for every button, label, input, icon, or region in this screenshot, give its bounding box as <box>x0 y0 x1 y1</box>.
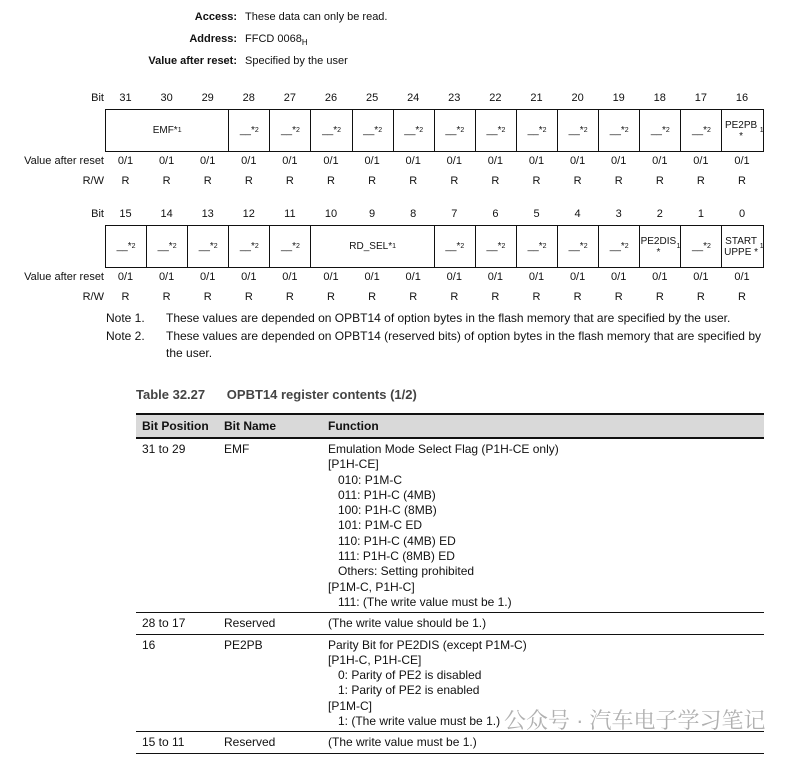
reset-value: 0/1 <box>487 155 504 167</box>
register-field <box>270 226 311 267</box>
field-note-ref: 2 <box>624 127 629 134</box>
bit-number: 12 <box>242 208 255 220</box>
meta-value: Specified by the user <box>245 55 348 67</box>
field-note-ref: 2 <box>295 243 300 250</box>
rw-value: R <box>285 291 294 303</box>
register-field <box>599 226 640 267</box>
rw-value: R <box>162 291 171 303</box>
bit-number: 30 <box>160 92 173 104</box>
cell-bit-name: PE2PB <box>218 634 322 732</box>
field-note-ref: 2 <box>542 127 547 134</box>
bit-number: 8 <box>410 208 417 220</box>
function-line: [P1M-C] <box>328 698 373 713</box>
field-note-ref: 1 <box>392 243 396 250</box>
field-note-ref: 2 <box>254 127 259 134</box>
rw-value: R <box>368 175 377 187</box>
reset-value: 0/1 <box>405 155 421 167</box>
function-line: 111: P1H-C (8MB) ED <box>328 549 455 564</box>
table-header-row <box>136 414 764 438</box>
function-line: 100: P1H-C (8MB) <box>328 503 437 518</box>
function-line: Others: Setting prohibited <box>328 564 475 579</box>
bit-number: 15 <box>119 208 132 220</box>
rw-value: R <box>409 291 418 303</box>
field-note-ref: 2 <box>172 243 177 250</box>
reset-value: 0/1 <box>652 155 668 167</box>
meta-label: Value after reset: <box>148 55 237 67</box>
field-note-ref: 2 <box>583 127 588 134</box>
bit-number: 11 <box>284 208 296 220</box>
field-name: __* <box>527 125 543 136</box>
rw-value: R <box>614 291 623 303</box>
reset-row-label: Value after reset <box>24 155 104 167</box>
rw-value: R <box>738 175 746 187</box>
register-meta <box>0 11 797 71</box>
bit-number: 28 <box>242 92 255 104</box>
cell-bit-position: 15 to 11 <box>136 732 218 753</box>
register-field <box>188 226 229 267</box>
rw-value: R <box>450 175 459 187</box>
cell-function <box>322 613 764 634</box>
function-line: Emulation Mode Select Flag (P1H-CE only) <box>328 442 559 456</box>
reset-value: 0/1 <box>241 155 257 167</box>
field-note-ref: 2 <box>460 243 465 250</box>
field-note-ref: 2 <box>254 243 259 250</box>
reset-value: 0/1 <box>200 271 216 283</box>
table-row <box>136 613 764 634</box>
field-note-ref: 1 <box>759 127 764 134</box>
register-contents-table <box>136 413 764 754</box>
register-field <box>147 226 188 267</box>
register-field <box>312 110 353 151</box>
rw-value: R <box>121 175 130 187</box>
watermark: 公众号 · 汽车电子学习笔记 <box>504 708 766 733</box>
reset-value: 0/1 <box>693 155 709 167</box>
reset-value: 0/1 <box>158 155 175 167</box>
bit-number: 14 <box>160 208 173 220</box>
function-line: 010: P1M-C <box>328 472 403 487</box>
rw-value: R <box>573 291 582 303</box>
field-name: __* <box>527 241 543 252</box>
field-name: __* <box>691 125 707 136</box>
bit-number: 1 <box>697 208 704 220</box>
register-field <box>435 110 476 151</box>
bit-number: 19 <box>612 92 625 104</box>
meta-label: Access: <box>194 11 237 23</box>
field-note-ref: 2 <box>542 243 547 250</box>
reset-value: 0/1 <box>569 271 586 283</box>
cell-function <box>322 732 764 753</box>
register-field <box>723 110 764 151</box>
reset-value: 0/1 <box>364 271 380 283</box>
reset-value: 0/1 <box>734 155 750 167</box>
table-row <box>136 438 764 613</box>
register-field <box>394 110 435 151</box>
bit-number: 6 <box>492 208 499 220</box>
field-note-ref: 2 <box>419 127 424 134</box>
register-field-box <box>105 225 764 268</box>
bit-number: 26 <box>324 92 338 104</box>
register-field <box>353 110 394 151</box>
field-name: __* <box>239 241 255 252</box>
reset-value: 0/1 <box>117 271 134 283</box>
field-name: __* <box>568 241 584 252</box>
register-field <box>229 110 270 151</box>
rw-value: R <box>121 291 130 303</box>
rw-value: R <box>696 175 705 187</box>
field-name: __* <box>239 125 255 136</box>
bit-number: 4 <box>574 208 581 220</box>
register-field <box>558 226 599 267</box>
header-function: Function <box>322 414 764 438</box>
header-bit-name: Bit Name <box>218 414 322 438</box>
rw-value: R <box>655 291 664 303</box>
register-field <box>723 226 764 267</box>
meta-label: Address: <box>189 33 237 45</box>
reset-value: 0/1 <box>569 155 586 167</box>
reset-value: 0/1 <box>693 271 709 283</box>
table-caption: Table 32.27 OPBT14 register contents (1/2) <box>136 387 417 402</box>
rw-value: R <box>244 175 253 187</box>
field-note-ref: 2 <box>295 127 300 134</box>
rw-value: R <box>491 175 500 187</box>
address-text: FFCD 0068 <box>245 33 302 45</box>
field-note-ref: 2 <box>131 243 136 250</box>
bit-number: 31 <box>119 92 132 104</box>
reset-value: 0/1 <box>487 271 504 283</box>
bit-row-label: Bit <box>91 208 104 220</box>
field-name: __* <box>322 125 338 136</box>
function-line: 101: P1M-C ED <box>328 518 423 533</box>
register-field <box>681 110 722 151</box>
field-note-ref: 2 <box>665 127 670 134</box>
field-name: __* <box>157 241 173 252</box>
note-2 <box>106 328 786 364</box>
cell-bit-position: 16 <box>136 634 218 732</box>
register-field <box>270 110 311 151</box>
bit-number: 27 <box>283 92 297 104</box>
rw-value: R <box>655 175 664 187</box>
function-line: 011: P1H-C (4MB) <box>328 487 436 502</box>
bit-number: 9 <box>369 208 376 220</box>
reset-value: 0/1 <box>282 271 298 283</box>
field-name: __* <box>486 241 502 252</box>
field-note-ref: 2 <box>337 127 341 134</box>
rw-value: R <box>244 291 253 303</box>
rw-value: R <box>203 291 212 303</box>
field-note-ref: 2 <box>706 127 711 134</box>
function-line: 1: Parity of PE2 is enabled <box>328 683 480 698</box>
address-subscript: H <box>301 38 308 48</box>
rw-value: R <box>409 175 418 187</box>
rw-value: R <box>532 175 541 187</box>
field-note-ref: 2 <box>378 127 383 134</box>
field-name: __* <box>280 241 296 252</box>
cell-bit-position: 28 to 17 <box>136 613 218 634</box>
bit-number: 2 <box>656 208 663 220</box>
function-line: (The write value must be 1.) <box>328 735 477 750</box>
note-text: These values are depended on OPBT14 of option bytes in the flash memory that are specified by the user. <box>166 311 731 325</box>
register-field <box>558 110 599 151</box>
field-name: __* <box>445 241 461 252</box>
bit-number: 7 <box>451 208 458 220</box>
reset-value: 0/1 <box>323 155 339 167</box>
field-name: PE2DIS * <box>640 235 677 258</box>
register-field <box>435 226 476 267</box>
reset-value: 0/1 <box>652 271 668 283</box>
rw-value: R <box>491 291 500 303</box>
rw-value: R <box>368 291 377 303</box>
cell-function <box>322 438 764 613</box>
reset-value: 0/1 <box>117 155 134 167</box>
field-name: PE2PB * <box>724 119 758 142</box>
field-note-ref: 2 <box>460 127 465 134</box>
reset-value: 0/1 <box>282 155 298 167</box>
rw-value: R <box>696 291 705 303</box>
function-line: Parity Bit for PE2DIS (except P1M-C) <box>328 637 527 652</box>
bit-number: 21 <box>530 92 543 104</box>
bit-number: 3 <box>615 208 622 220</box>
bit-number: 18 <box>653 92 666 104</box>
reset-row-label: Value after reset <box>24 271 104 283</box>
rw-value: R <box>285 175 294 187</box>
meta-value: These data can only be read. <box>245 11 388 23</box>
field-note-ref: 2 <box>706 243 711 250</box>
field-name: __* <box>691 241 707 252</box>
rw-row-label: R/W <box>82 175 104 187</box>
field-name: __* <box>116 241 132 252</box>
bit-number: 29 <box>201 92 214 104</box>
note-label: Note 2. <box>106 329 145 343</box>
function-line: [P1H-CE] <box>328 457 379 472</box>
function-line: (The write value should be 1.) <box>328 616 487 631</box>
rw-value: R <box>614 175 623 187</box>
field-name: __* <box>650 125 666 136</box>
rw-value: R <box>203 175 212 187</box>
field-name: __* <box>445 125 461 136</box>
field-name: START UPPE * <box>724 235 759 258</box>
register-field <box>681 226 722 267</box>
reset-value: 0/1 <box>611 271 627 283</box>
rw-value: R <box>327 291 335 303</box>
field-note-ref: 1 <box>676 243 681 250</box>
rw-value: R <box>738 291 746 303</box>
reset-value: 0/1 <box>528 155 545 167</box>
function-line: [P1H-C, P1H-CE] <box>328 652 422 667</box>
field-note-ref: 2 <box>501 127 506 134</box>
reset-value: 0/1 <box>241 271 257 283</box>
rw-value: R <box>327 175 335 187</box>
note-label: Note 1. <box>106 311 145 325</box>
function-line: 110: P1H-C (4MB) ED <box>328 533 456 548</box>
field-name: __* <box>198 241 214 252</box>
field-name: RD_SEL* <box>349 241 393 252</box>
field-note-ref: 2 <box>624 243 629 250</box>
field-name: __* <box>404 125 420 136</box>
field-name: __* <box>568 125 584 136</box>
bit-row-label: Bit <box>91 92 104 104</box>
register-field <box>476 110 517 151</box>
reset-value: 0/1 <box>200 155 216 167</box>
reset-value: 0/1 <box>734 271 750 283</box>
bit-number: 10 <box>324 208 338 220</box>
meta-value <box>245 33 308 47</box>
register-field <box>229 226 270 267</box>
bit-number: 23 <box>448 92 461 104</box>
function-line: 1: (The write value must be 1.) <box>328 714 501 729</box>
bit-number: 17 <box>694 92 708 104</box>
register-bits-15-0 <box>0 208 797 308</box>
field-name: __* <box>486 125 502 136</box>
register-field <box>312 226 435 267</box>
reset-value: 0/1 <box>446 155 462 167</box>
bit-number: 13 <box>201 208 214 220</box>
reset-value: 0/1 <box>364 155 380 167</box>
reset-value: 0/1 <box>158 271 175 283</box>
rw-value: R <box>450 291 459 303</box>
register-field <box>106 110 229 151</box>
field-name: __* <box>609 241 625 252</box>
register-bits-31-16 <box>0 92 797 192</box>
register-field <box>476 226 517 267</box>
rw-value: R <box>573 175 582 187</box>
reset-value: 0/1 <box>446 271 462 283</box>
register-field <box>599 110 640 151</box>
table-row <box>136 732 764 753</box>
note-1 <box>106 310 786 328</box>
register-field <box>517 226 558 267</box>
cell-bit-name: EMF <box>218 438 322 613</box>
register-field <box>517 110 558 151</box>
function-line: 111: (The write value must be 1.) <box>328 594 512 609</box>
bit-number: 0 <box>738 208 746 220</box>
field-note-ref: 1 <box>177 127 182 134</box>
reset-value: 0/1 <box>405 271 421 283</box>
bit-number: 16 <box>735 92 749 104</box>
field-note-ref: 2 <box>583 243 588 250</box>
header-bit-position: Bit Position <box>136 414 218 438</box>
field-note-ref: 2 <box>501 243 506 250</box>
cell-bit-name: Reserved <box>218 732 322 753</box>
register-field <box>640 110 681 151</box>
reset-value: 0/1 <box>528 271 545 283</box>
field-note-ref: 2 <box>213 243 218 250</box>
bit-number: 20 <box>571 92 584 104</box>
bit-number: 24 <box>407 92 420 104</box>
field-name: EMF* <box>152 125 178 136</box>
register-field <box>640 226 681 267</box>
rw-value: R <box>162 175 171 187</box>
cell-bit-position: 31 to 29 <box>136 438 218 613</box>
field-note-ref: 1 <box>759 243 764 250</box>
reset-value: 0/1 <box>611 155 627 167</box>
function-line: 0: Parity of PE2 is disabled <box>328 668 482 683</box>
note-text: These values are depended on OPBT14 (reserved bits) of option bytes in the flash memory that are specified by the user. <box>166 329 761 360</box>
register-field <box>106 226 147 267</box>
bit-number: 25 <box>365 92 379 104</box>
field-name: __* <box>609 125 625 136</box>
rw-row-label: R/W <box>82 291 104 303</box>
reset-value: 0/1 <box>323 271 339 283</box>
rw-value: R <box>532 291 541 303</box>
bit-number: 22 <box>489 92 502 104</box>
cell-bit-name: Reserved <box>218 613 322 634</box>
register-field-box <box>105 109 764 152</box>
field-name: __* <box>363 125 379 136</box>
bit-number: 5 <box>533 208 540 220</box>
field-name: __* <box>280 125 296 136</box>
function-line: [P1M-C, P1H-C] <box>328 579 415 594</box>
